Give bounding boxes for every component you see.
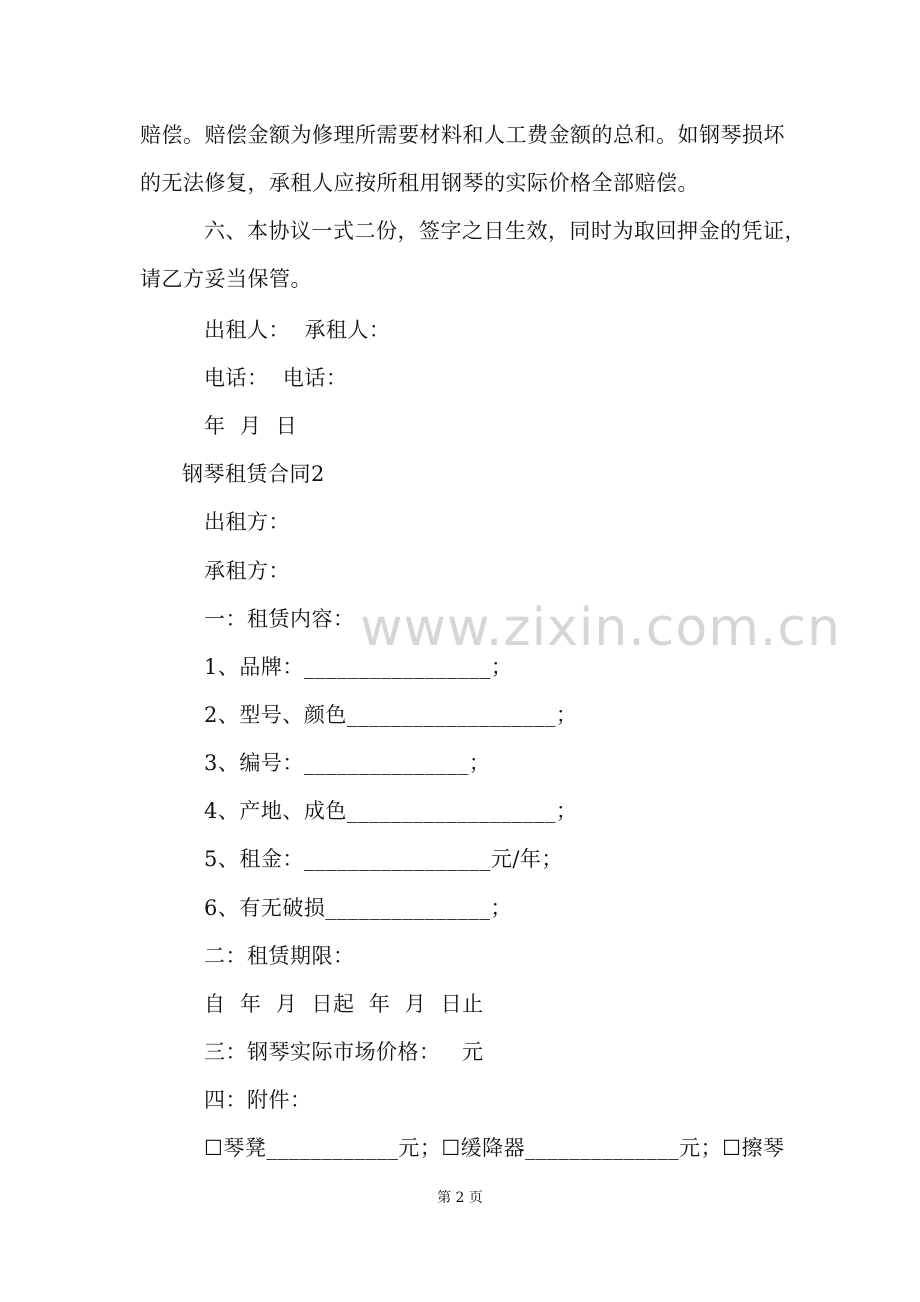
lessee-line: 承租方：	[204, 559, 290, 583]
watermark: www.zixin.com.cn	[360, 598, 841, 658]
contract-title: 钢琴租赁合同2	[182, 462, 325, 486]
signature-parties-line: 出租人： 承租人：	[204, 318, 391, 342]
form-line-origin: 4、产地、成色___________________；	[204, 799, 578, 823]
section-heading: 三：钢琴实际市场价格： 元	[204, 1040, 484, 1064]
term-line: 自 年 月 日起 年 月 日止	[204, 992, 484, 1016]
form-line-damage: 6、有无破损_______________；	[204, 896, 512, 920]
paragraph-line: 六、本协议一式二份，签字之日生效，同时为取回押金的凭证，	[204, 219, 806, 243]
section-heading: 一：租赁内容：	[204, 607, 355, 631]
form-line-serial: 3、编号：_______________；	[204, 751, 491, 775]
form-line-model: 2、型号、颜色___________________；	[204, 703, 578, 727]
date-line: 年 月 日	[204, 414, 298, 438]
lessor-line: 出租方：	[204, 510, 290, 534]
accessories-line: ☐琴凳____________元；☐缓降器______________元；☐擦琴	[204, 1136, 785, 1160]
paragraph-line: 赔偿。赔偿金额为修理所需要材料和人工费金额的总和。如钢琴损坏	[140, 123, 785, 147]
paragraph-line: 的无法修复，承租人应按所租用钢琴的实际价格全部赔偿。	[140, 171, 699, 195]
section-heading: 二：租赁期限：	[204, 944, 355, 968]
phone-line: 电话： 电话：	[204, 366, 348, 390]
form-line-brand: 1、品牌：_________________；	[204, 655, 513, 679]
page-number: 第 2 页	[437, 1190, 483, 1206]
paragraph-line: 请乙方妥当保管。	[140, 267, 312, 291]
section-heading: 四：附件：	[204, 1088, 312, 1112]
form-line-rent: 5、租金：_________________元/年；	[204, 847, 563, 871]
